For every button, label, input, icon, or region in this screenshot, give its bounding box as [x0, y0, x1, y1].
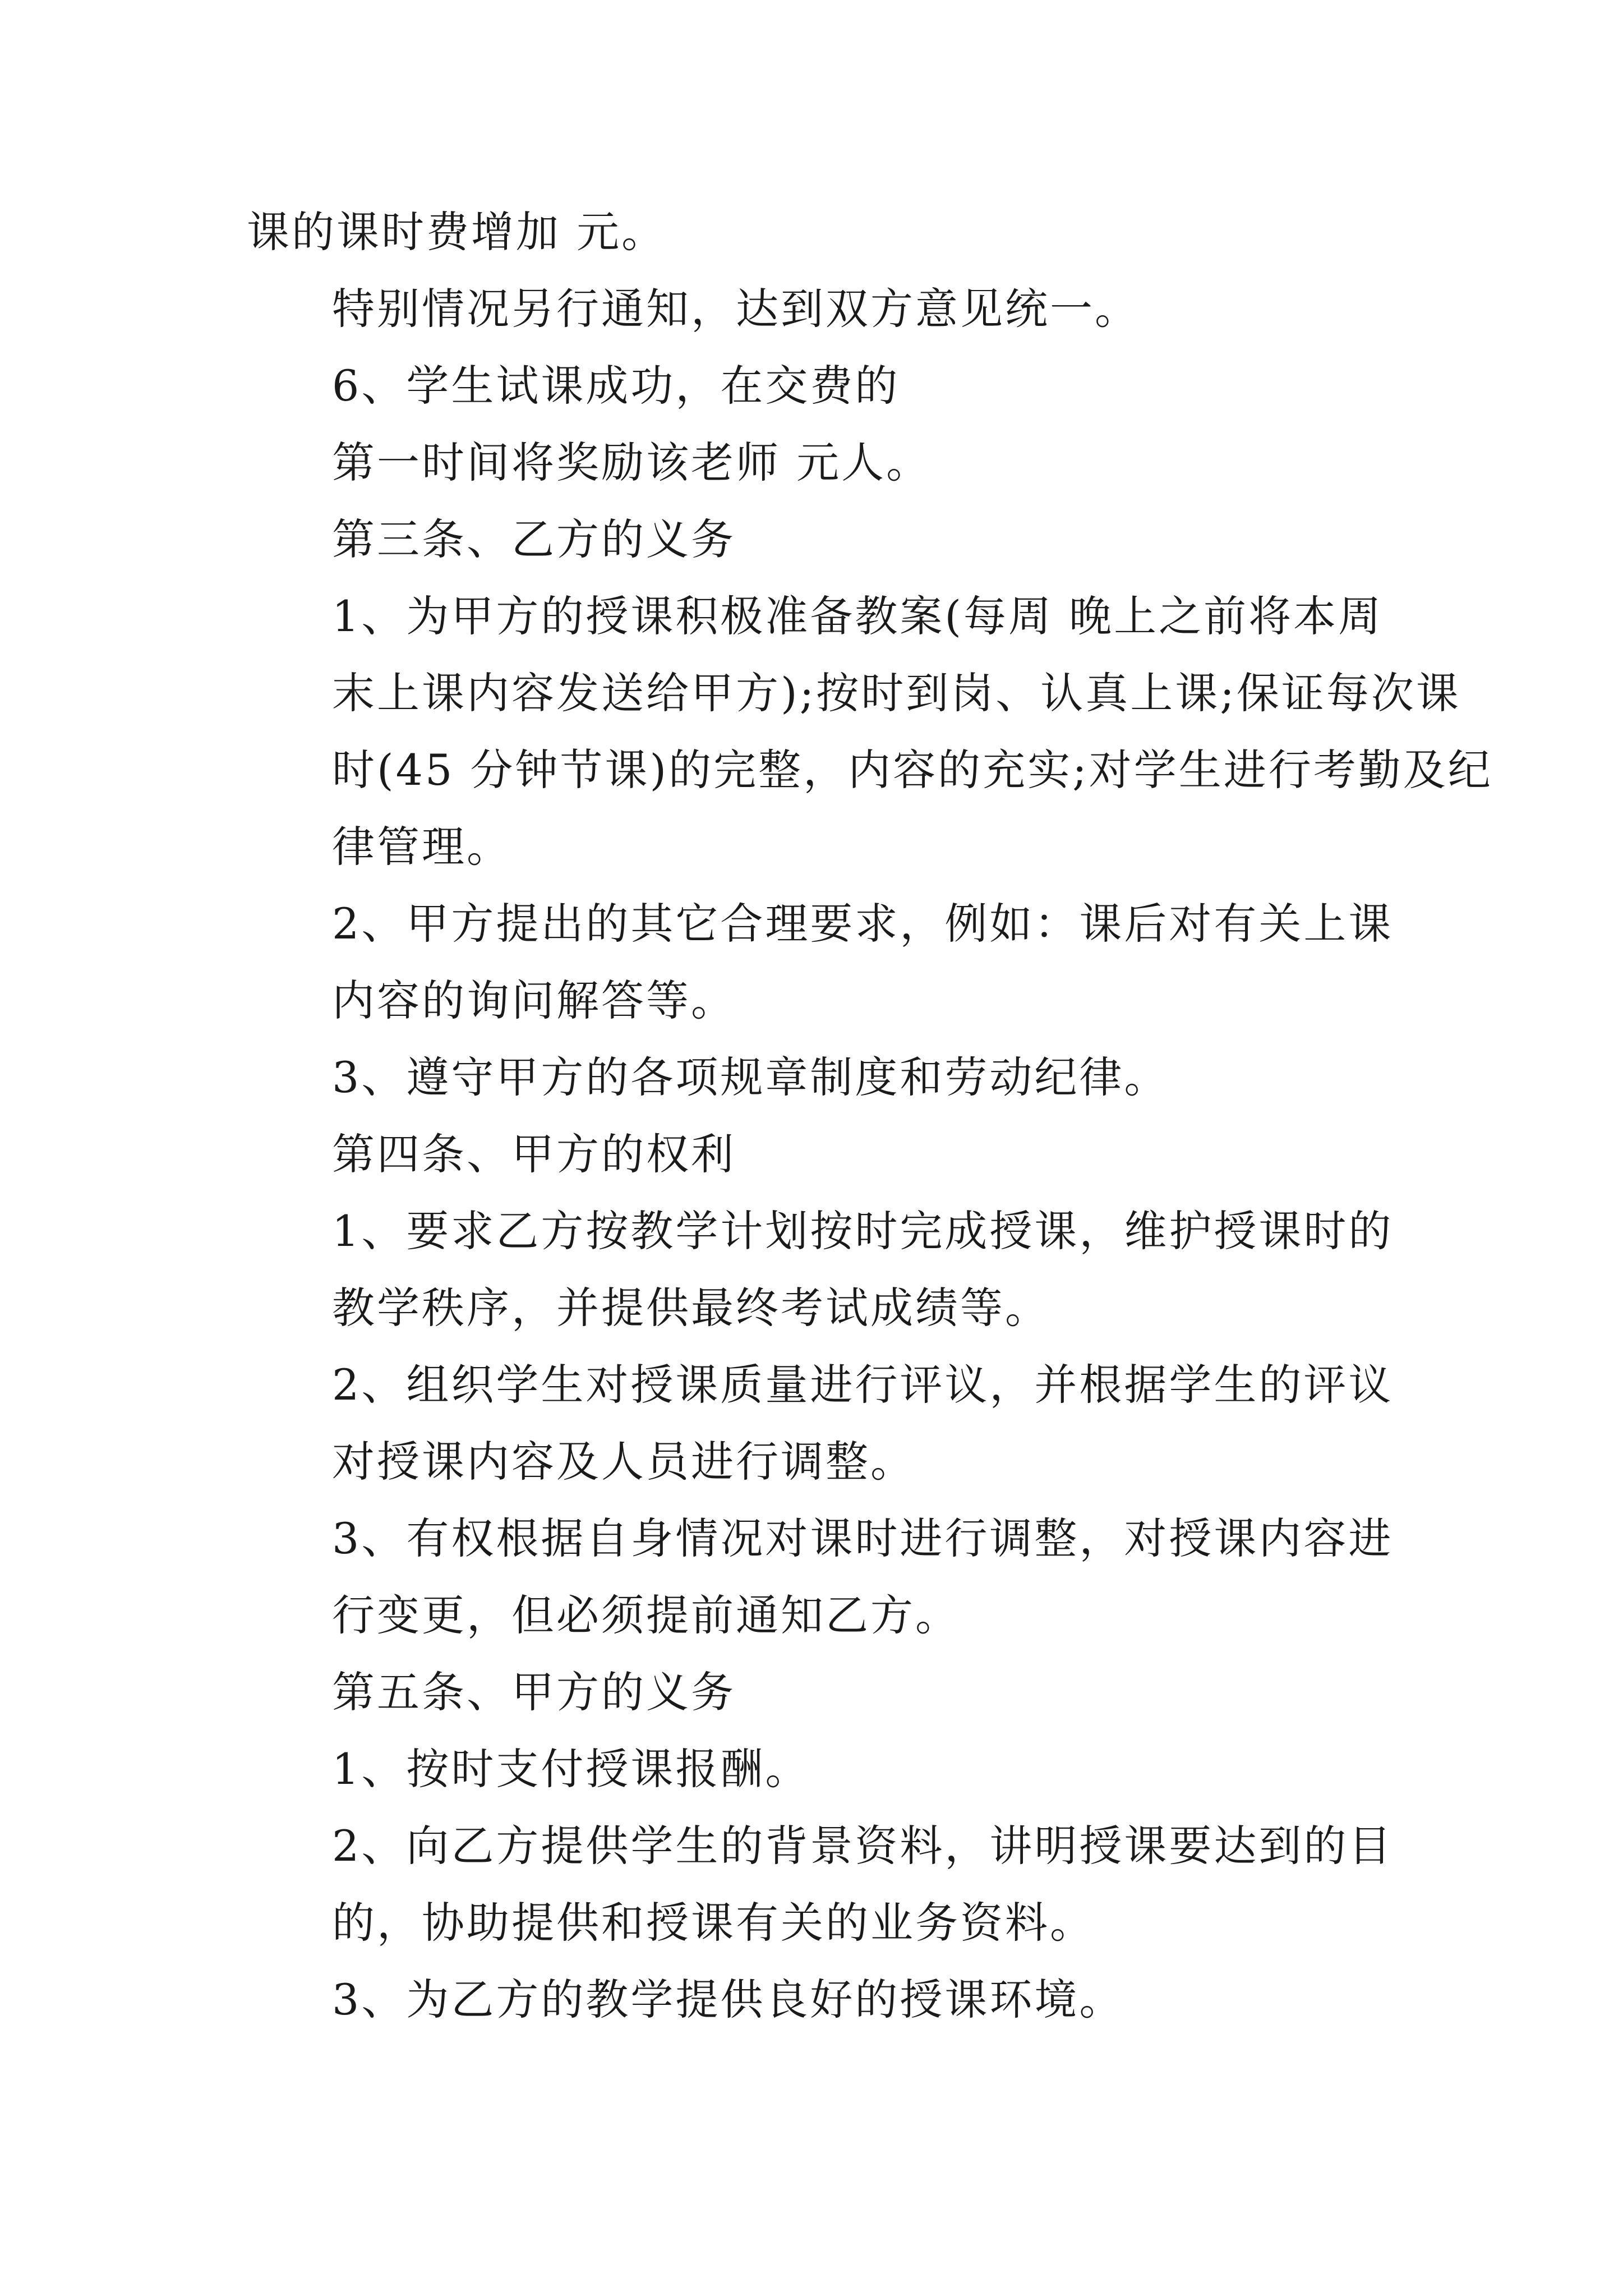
document-paragraph: [247, 1346, 1394, 1500]
document-paragraph: [247, 578, 1493, 885]
document-body: [247, 194, 1493, 2038]
paragraph-line: 第四条、甲方的权利: [332, 1129, 736, 1179]
document-paragraph: [247, 1039, 1385, 1116]
document-paragraph: [247, 1731, 1385, 1807]
paragraph-line: 1、按时支付授课报酬。: [332, 1744, 810, 1794]
document-paragraph: [247, 1500, 1394, 1654]
paragraph-line: 1、要求乙方按教学计划按时完成授课，维护授课时的: [332, 1206, 1394, 1256]
document-paragraph: [247, 1961, 1385, 2038]
paragraph-line: 3、有权根据自身情况对课时进行调整，对授课内容进: [332, 1513, 1394, 1563]
paragraph-line: 6、学生试课成功，在交费的: [332, 361, 900, 411]
document-paragraph: [247, 1654, 1385, 1731]
paragraph-line: 第五条、甲方的义务: [332, 1667, 736, 1717]
paragraph-line: 律管理。: [332, 822, 511, 872]
paragraph-line: 时(45 分钟节课)的完整，内容的充实;对学生进行考勤及纪: [332, 745, 1493, 795]
document-paragraph: [247, 501, 1385, 578]
paragraph-line: 课的课时费增加 元。: [247, 207, 667, 257]
document-paragraph: [247, 270, 1385, 347]
document-paragraph: [247, 347, 1385, 424]
paragraph-line: 第三条、乙方的义务: [332, 514, 736, 564]
paragraph-line: 内容的询问解答等。: [332, 976, 736, 1025]
paragraph-line: 对授课内容及人员进行调整。: [332, 1437, 915, 1487]
paragraph-line: 第一时间将奖励该老师 元人。: [332, 438, 932, 487]
paragraph-line: 3、遵守甲方的各项规章制度和劳动纪律。: [332, 1052, 1169, 1102]
document-paragraph: [247, 885, 1394, 1039]
document-paragraph: [247, 1116, 1385, 1193]
paragraph-line: 教学秩序，并提供最终考试成绩等。: [332, 1283, 1050, 1333]
document-paragraph: [247, 1193, 1394, 1346]
paragraph-line: 末上课内容发送给甲方);按时到岗、认真上课;保证每次课: [332, 668, 1461, 718]
paragraph-line: 2、组织学生对授课质量进行评议，并根据学生的评议: [332, 1360, 1394, 1410]
document-paragraph: [247, 194, 1385, 270]
paragraph-line: 行变更，但必须提前通知乙方。: [332, 1590, 960, 1640]
document-paragraph: [247, 1807, 1394, 1961]
document-paragraph: [247, 424, 1385, 501]
paragraph-line: 3、为乙方的教学提供良好的授课环境。: [332, 1975, 1124, 2024]
paragraph-line: 1、为甲方的授课积极准备教案(每周 晚上之前将本周: [332, 591, 1384, 641]
paragraph-line: 2、甲方提出的其它合理要求，例如：课后对有关上课: [332, 899, 1394, 949]
paragraph-line: 2、向乙方提供学生的背景资料，讲明授课要达到的目: [332, 1821, 1394, 1871]
paragraph-line: 特别情况另行通知，达到双方意见统一。: [332, 284, 1140, 334]
paragraph-line: 的，协助提供和授课有关的业务资料。: [332, 1898, 1095, 1948]
